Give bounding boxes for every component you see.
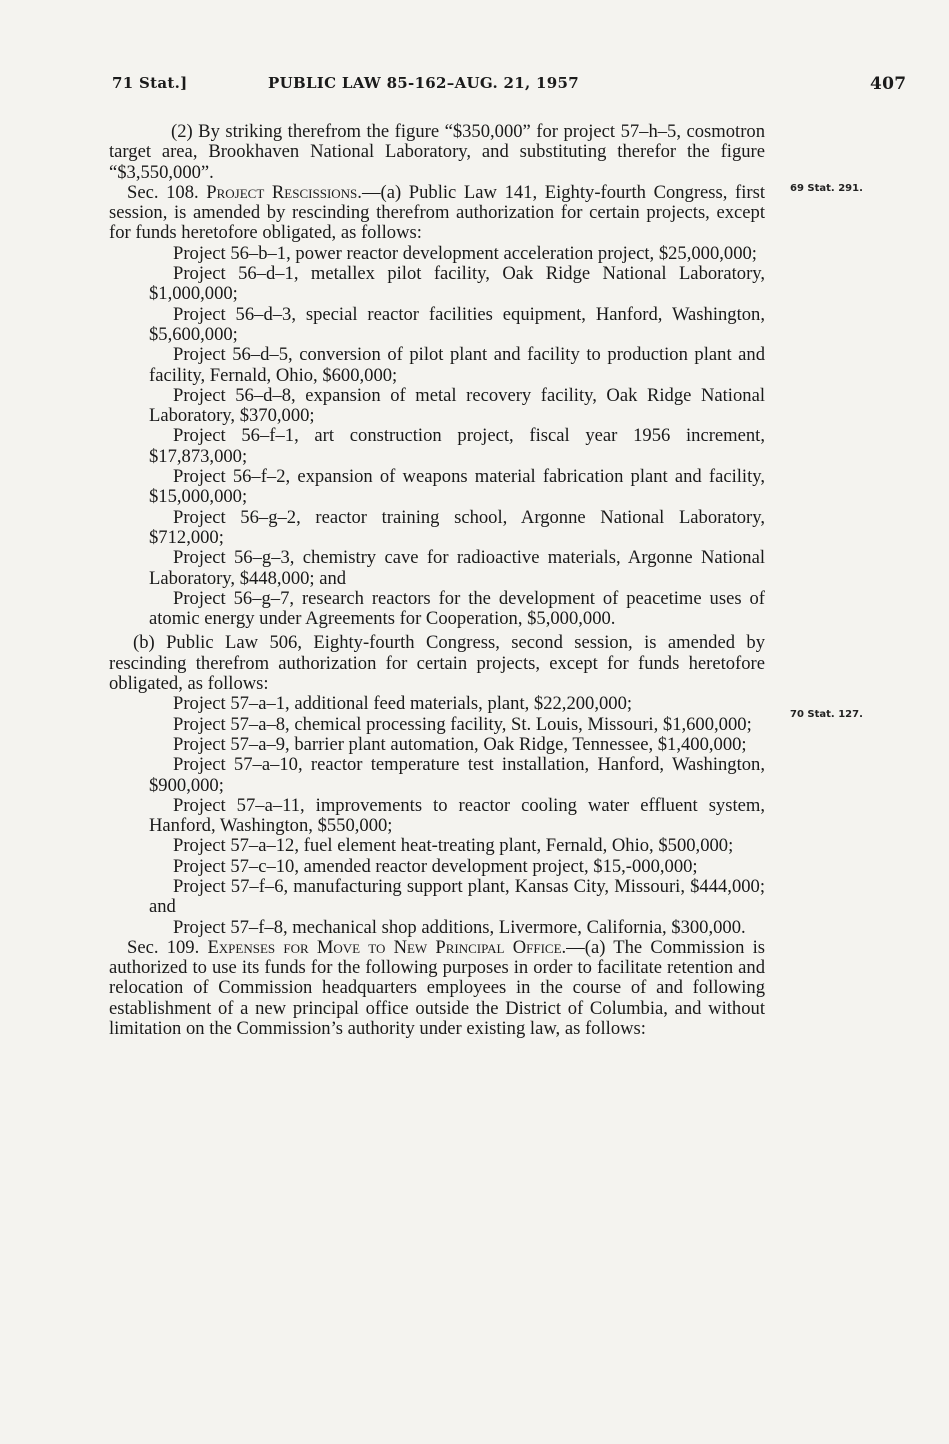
list-item: Project 57–a–11, improvements to reactor cooling water effluent system, Hanford, Washington, $550,000; <box>149 794 765 837</box>
list-item: Project 56–b–1, power reactor development acceleration project, $25,000,000; <box>173 242 757 264</box>
section-label: Sec. 109. <box>127 936 200 958</box>
list-item: Project 56–f–1, art construction project, fiscal year 1956 increment, $17,873,000; <box>149 425 765 467</box>
document-body <box>109 122 765 1039</box>
list-item: Project 57–a–9, barrier plant automation, Oak Ridge, Tennessee, $1,400,000; <box>173 733 747 755</box>
list-item: Project 56–g–7, research reactors for the development of peacetime uses of atomic energy under Agreements for Cooperation, $5,000,000. <box>149 587 765 630</box>
page-number: 407 <box>870 74 907 94</box>
paragraph-b: (b) Public Law 506, Eighty-fourth Congress, second session, is amended by rescinding therefrom authorization for certain projects, except for funds heretofore obligated, as follows: <box>109 632 765 695</box>
list-item: Project 56–d–1, metallex pilot facility, Oak Ridge National Laboratory, $1,000,000; <box>149 263 765 305</box>
margin-citation-1: 69 Stat. 291. <box>790 183 863 194</box>
list-item: Project 57–a–8, chemical processing facility, St. Louis, Missouri, $1,600,000; <box>173 713 752 735</box>
list-item: Project 56–g–2, reactor training school, Argonne National Laboratory, $712,000; <box>149 506 765 548</box>
section-108 <box>109 183 765 244</box>
list-item: Project 56–d–5, conversion of pilot plant and facility to production plant and facility, Fernald, Ohio, $600,000; <box>149 344 765 386</box>
section-title: Expenses for Move to New Principal Office. <box>207 936 567 958</box>
list-item: Project 57–a–1, additional feed materials, plant, $22,200,000; <box>173 693 633 715</box>
statute-volume: 71 Stat.] <box>112 74 188 92</box>
list-item: Project 56–f–2, expansion of weapons material fabrication plant and facility, $15,000,000; <box>149 466 765 508</box>
list-item: Project 56–d–3, special reactor facilities equipment, Hanford, Washington, $5,600,000; <box>149 303 765 345</box>
list-item: Project 57–f–8, mechanical shop additions, Livermore, California, $300,000. <box>173 916 746 938</box>
list-item: Project 56–d–8, expansion of metal recovery facility, Oak Ridge National Laboratory, $370,000; <box>149 384 765 427</box>
project-list-a <box>109 244 765 630</box>
list-item: Project 57–a–12, fuel element heat-treating plant, Fernald, Ohio, $500,000; <box>173 835 734 857</box>
paragraph-2: (2) By striking therefrom the figure “$350,000” for project 57–h–5, cosmotron target area, Brookhaven National Laboratory, and substituting therefor the figure “$3,550,000”. <box>109 121 765 183</box>
section-text: —(a) The Commission is authorized to use its funds for the following purposes in order to facilitate retention and relocation of Commission headquarters employees in the course of and following establishment of a new principal office outside the District of Columbia, and without limitation on the Commission’s authority under existing law, as follows: <box>109 936 765 1040</box>
section-text: —(a) Public Law 141, Eighty-fourth Congress, first session, is amended by rescinding therefrom authorization for certain projects, except for funds heretofore obligated, as follows: <box>109 181 765 244</box>
list-item: Project 56–g–3, chemistry cave for radioactive materials, Argonne National Laboratory, $448,000; and <box>149 547 765 589</box>
law-title: PUBLIC LAW 85-162–AUG. 21, 1957 <box>268 74 579 92</box>
section-label: Sec. 108. <box>127 181 199 203</box>
list-item: Project 57–c–10, amended reactor development project, $15,-000,000; <box>173 855 698 877</box>
section-title: Project Rescissions. <box>206 181 362 203</box>
margin-citation-2: 70 Stat. 127. <box>790 709 863 720</box>
list-item: Project 57–f–6, manufacturing support plant, Kansas City, Missouri, $444,000; and <box>149 875 765 918</box>
project-list-b <box>109 694 765 938</box>
running-header <box>112 74 912 100</box>
section-109 <box>109 938 765 1039</box>
list-item: Project 57–a–10, reactor temperature test installation, Hanford, Washington, $900,000; <box>149 754 765 796</box>
